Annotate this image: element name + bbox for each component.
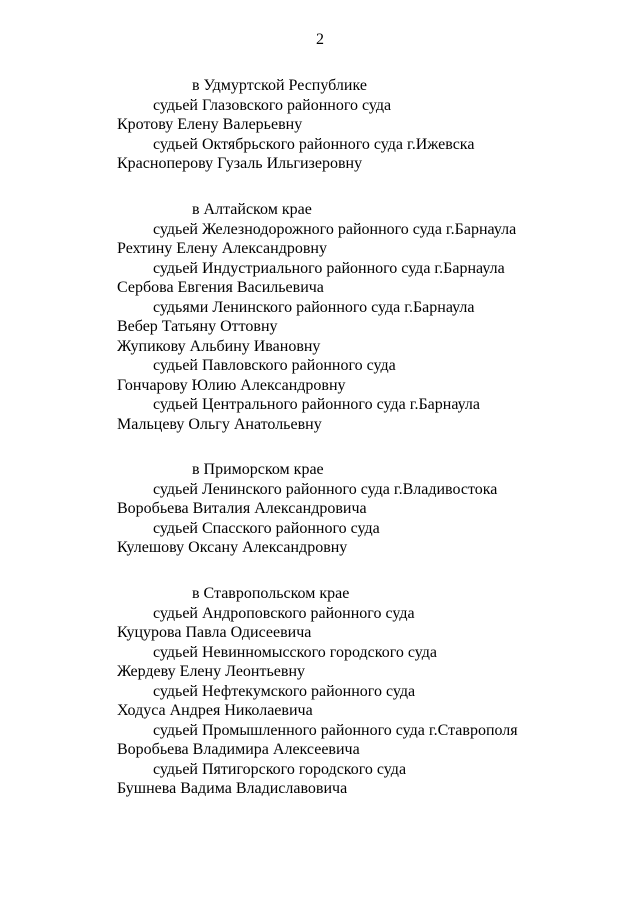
- court-line: судьей Спасского районного суда: [153, 519, 380, 537]
- region-heading: в Приморском крае: [192, 461, 324, 478]
- person-name: Мальцеву Ольгу Анатольевну: [117, 415, 322, 433]
- court-line: судьей Ленинского районного суда г.Владивостока: [153, 480, 498, 498]
- court-line: судьей Центрального районного суда г.Барнаула: [153, 396, 480, 413]
- court-line: судьей Глазовского районного суда: [153, 96, 392, 114]
- court-line: судьей Индустриального районного суда г.Барнаула: [153, 259, 505, 277]
- person-name: Рехтину Елену Александровну: [117, 240, 327, 257]
- court-line: судьей Октябрьского районного суда г.Ижевска: [153, 135, 475, 153]
- page-number: 2: [316, 31, 324, 48]
- person-name: Воробьева Владимира Алексеевича: [117, 741, 360, 758]
- court-line: судьями Ленинского районного суда г.Барнаула: [153, 298, 475, 316]
- person-name: Гончарову Юлию Александровну: [117, 376, 346, 394]
- person-name: Сербова Евгения Васильевича: [117, 279, 324, 296]
- court-line: судьей Андроповского районного суда: [153, 604, 415, 622]
- person-name: Ходуса Андрея Николаевича: [117, 702, 313, 719]
- region-heading: в Алтайском крае: [192, 201, 312, 218]
- person-name: Жупикову Альбину Ивановну: [117, 337, 321, 355]
- court-line: судьей Железнодорожного районного суда г.Барнаула: [153, 220, 517, 238]
- person-name: Воробьева Виталия Александровича: [117, 500, 367, 517]
- court-line: судьей Павловского районного суда: [153, 357, 396, 374]
- person-name: Вебер Татьяну Оттовну: [117, 318, 278, 335]
- person-name: Красноперову Гузаль Ильгизеровну: [117, 155, 363, 172]
- court-line: судьей Невинномысского городского суда: [153, 643, 437, 661]
- person-name: Кротову Елену Валерьевну: [117, 116, 303, 133]
- court-line: судьей Промышленного районного суда г.Ставрополя: [153, 721, 518, 739]
- court-line: судьей Нефтекумского районного суда: [153, 682, 416, 700]
- person-name: Кулешову Оксану Александровну: [117, 539, 348, 556]
- person-name: Бушнева Вадима Владиславовича: [117, 780, 348, 797]
- person-name: Куцурова Павла Одисеевича: [117, 624, 312, 641]
- region-heading: в Удмуртской Республике: [192, 77, 367, 94]
- court-line: судьей Пятигорского городского суда: [153, 760, 407, 778]
- region-heading: в Ставропольском крае: [192, 585, 350, 602]
- person-name: Жердеву Елену Леонтьевну: [117, 663, 305, 680]
